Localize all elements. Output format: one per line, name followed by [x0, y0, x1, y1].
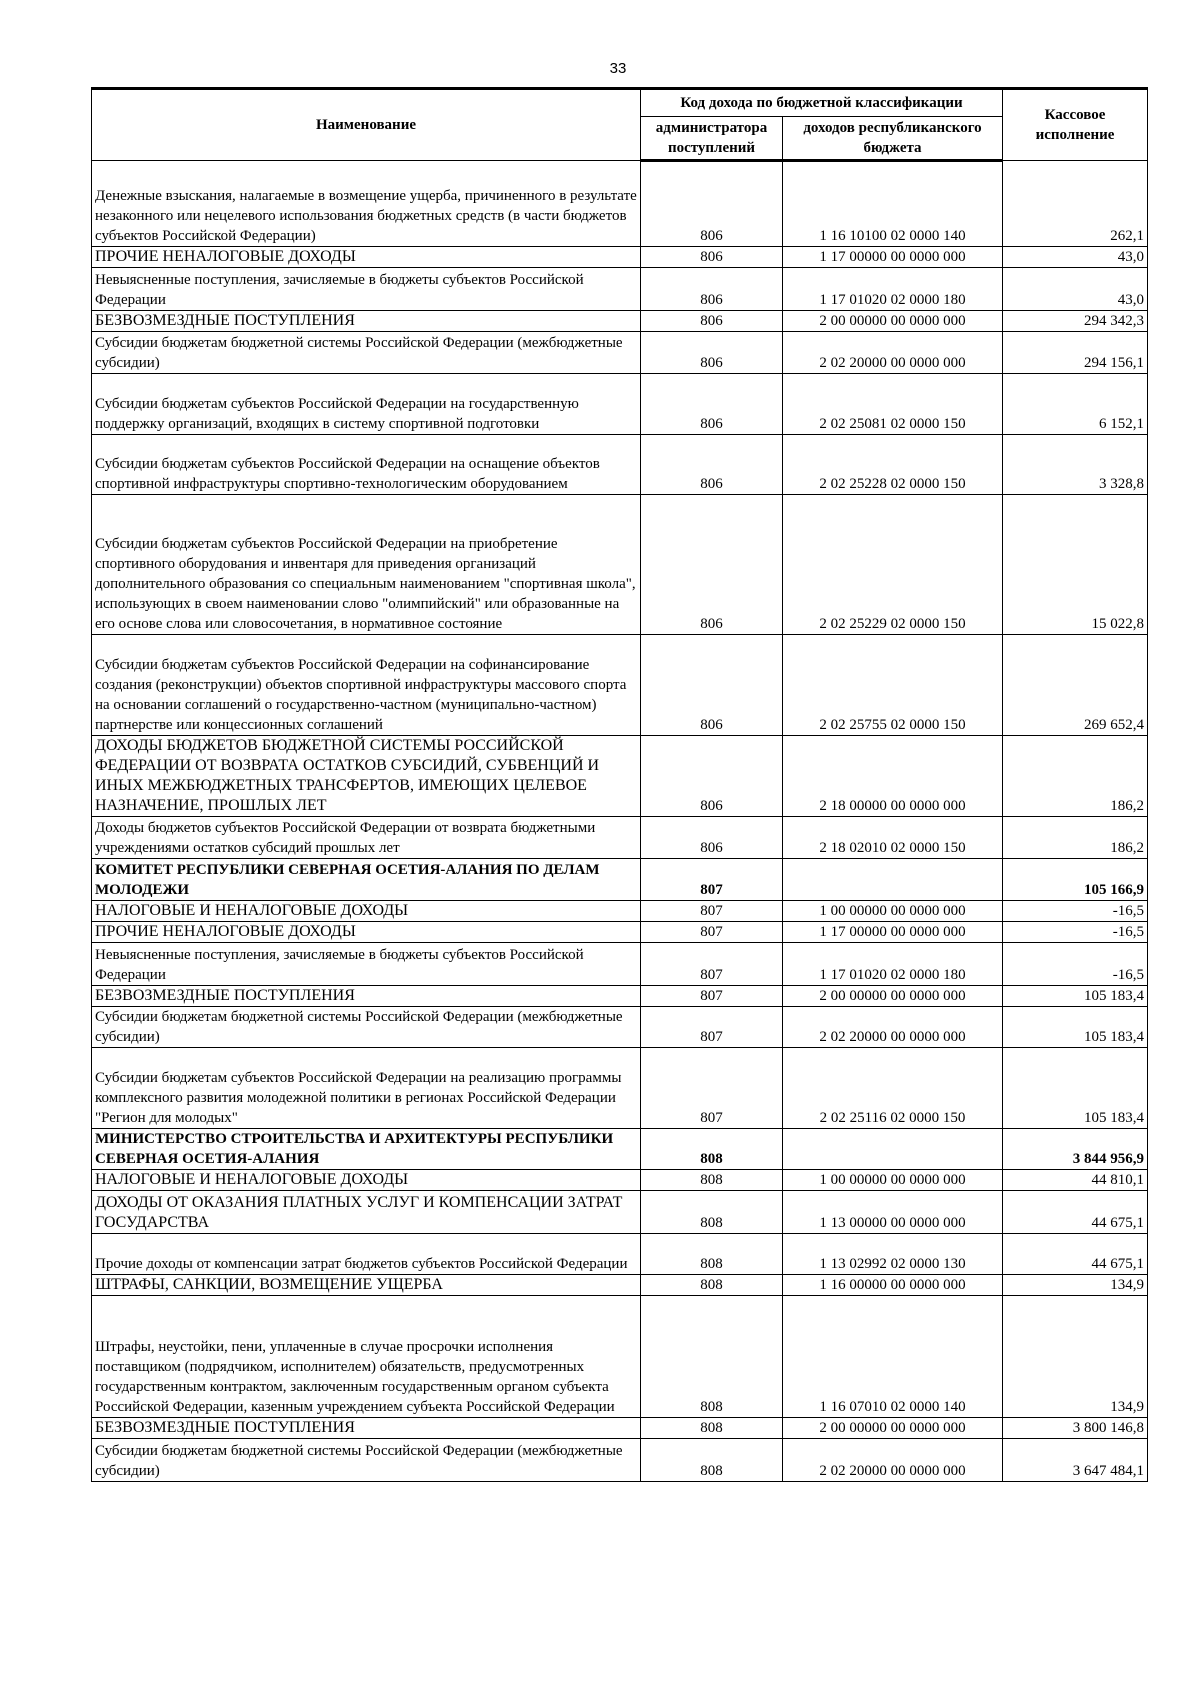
- row-name: ШТРАФЫ, САНКЦИИ, ВОЗМЕЩЕНИЕ УЩЕРБА: [92, 1275, 641, 1296]
- row-income-code: 2 18 00000 00 0000 000: [783, 736, 1003, 817]
- row-income-code: 2 00 00000 00 0000 000: [783, 311, 1003, 332]
- row-income-code: 1 16 00000 00 0000 000: [783, 1275, 1003, 1296]
- row-admin-code: 808: [641, 1129, 783, 1170]
- row-execution-sum: 134,9: [1003, 1275, 1148, 1296]
- row-admin-code: 806: [641, 311, 783, 332]
- row-execution-sum: 3 647 484,1: [1003, 1439, 1148, 1482]
- row-name: Невыясненные поступления, зачисляемые в бюджеты субъектов Российской Федерации: [92, 268, 641, 311]
- row-name: МИНИСТЕРСТВО СТРОИТЕЛЬСТВА И АРХИТЕКТУРЫ РЕСПУБЛИКИ СЕВЕРНАЯ ОСЕТИЯ-АЛАНИЯ: [92, 1129, 641, 1170]
- row-admin-code: 808: [641, 1296, 783, 1418]
- table-row: [92, 268, 1148, 311]
- row-name: Субсидии бюджетам субъектов Российской Федерации на государственную поддержку организаций, входящих в систему спортивной подготовки: [92, 374, 641, 435]
- row-name: НАЛОГОВЫЕ И НЕНАЛОГОВЫЕ ДОХОДЫ: [92, 901, 641, 922]
- row-name: Субсидии бюджетам бюджетной системы Российской Федерации (межбюджетные субсидии): [92, 332, 641, 374]
- row-execution-sum: -16,5: [1003, 922, 1148, 943]
- row-name: ДОХОДЫ БЮДЖЕТОВ БЮДЖЕТНОЙ СИСТЕМЫ РОССИЙСКОЙ ФЕДЕРАЦИИ ОТ ВОЗВРАТА ОСТАТКОВ СУБСИДИЙ, СУБВЕНЦИЙ И ИНЫХ МЕЖБЮДЖЕТНЫХ ТРАНСФЕРТОВ, ИМЕЮЩИХ ЦЕЛЕВОЕ НАЗНАЧЕНИЕ, ПРОШЛЫХ ЛЕТ: [92, 736, 641, 817]
- row-execution-sum: -16,5: [1003, 901, 1148, 922]
- row-admin-code: 806: [641, 161, 783, 247]
- row-admin-code: 806: [641, 374, 783, 435]
- row-execution-sum: 44 810,1: [1003, 1170, 1148, 1191]
- row-income-code: 1 00 00000 00 0000 000: [783, 901, 1003, 922]
- table-row: [92, 859, 1148, 901]
- row-execution-sum: 3 844 956,9: [1003, 1129, 1148, 1170]
- table-row: [92, 1170, 1148, 1191]
- row-name: БЕЗВОЗМЕЗДНЫЕ ПОСТУПЛЕНИЯ: [92, 986, 641, 1007]
- row-name: Субсидии бюджетам субъектов Российской Федерации на софинансирование создания (реконструкции) объектов спортивной инфраструктуры массового спорта на основании соглашений о государственно-частном (муниципально-частном) партнерстве или концессионных соглашений: [92, 635, 641, 736]
- row-name: ПРОЧИЕ НЕНАЛОГОВЫЕ ДОХОДЫ: [92, 247, 641, 268]
- table-row: [92, 1048, 1148, 1129]
- row-income-code: 2 02 20000 00 0000 000: [783, 1007, 1003, 1048]
- row-income-code: 2 02 25229 02 0000 150: [783, 495, 1003, 635]
- row-name: ПРОЧИЕ НЕНАЛОГОВЫЕ ДОХОДЫ: [92, 922, 641, 943]
- table-row: [92, 332, 1148, 374]
- row-admin-code: 806: [641, 817, 783, 859]
- row-execution-sum: 186,2: [1003, 736, 1148, 817]
- table-row: [92, 311, 1148, 332]
- row-income-code: 1 17 01020 02 0000 180: [783, 943, 1003, 986]
- row-admin-code: 807: [641, 901, 783, 922]
- row-execution-sum: 43,0: [1003, 247, 1148, 268]
- row-income-code: 2 02 25116 02 0000 150: [783, 1048, 1003, 1129]
- header-execution: Кассовое исполнение: [1003, 89, 1148, 161]
- table-row: [92, 817, 1148, 859]
- row-income-code: 1 13 00000 00 0000 000: [783, 1191, 1003, 1234]
- row-income-code: [783, 1129, 1003, 1170]
- row-admin-code: 808: [641, 1234, 783, 1275]
- table-row: [92, 1418, 1148, 1439]
- row-name: Штрафы, неустойки, пени, уплаченные в случае просрочки исполнения поставщиком (подрядчиком, исполнителем) обязательств, предусмотренных государственным контрактом, заключенным государственным органом субъекта Российской Федерации, казенным учреждением субъекта Российской Федерации: [92, 1296, 641, 1418]
- table-row: [92, 495, 1148, 635]
- row-income-code: 1 13 02992 02 0000 130: [783, 1234, 1003, 1275]
- row-admin-code: 806: [641, 736, 783, 817]
- row-income-code: 1 16 07010 02 0000 140: [783, 1296, 1003, 1418]
- row-name: БЕЗВОЗМЕЗДНЫЕ ПОСТУПЛЕНИЯ: [92, 1418, 641, 1439]
- row-execution-sum: 105 183,4: [1003, 1007, 1148, 1048]
- row-admin-code: 808: [641, 1170, 783, 1191]
- table-row: [92, 922, 1148, 943]
- table-row: [92, 1234, 1148, 1275]
- row-admin-code: 807: [641, 859, 783, 901]
- row-admin-code: 806: [641, 268, 783, 311]
- row-execution-sum: 186,2: [1003, 817, 1148, 859]
- row-income-code: 2 02 25755 02 0000 150: [783, 635, 1003, 736]
- row-admin-code: 808: [641, 1418, 783, 1439]
- row-name: Субсидии бюджетам бюджетной системы Российской Федерации (межбюджетные субсидии): [92, 1007, 641, 1048]
- row-execution-sum: 262,1: [1003, 161, 1148, 247]
- header-income: доходов республиканского бюджета: [783, 116, 1003, 160]
- table-row: [92, 986, 1148, 1007]
- row-income-code: 2 00 00000 00 0000 000: [783, 1418, 1003, 1439]
- row-admin-code: 806: [641, 247, 783, 268]
- row-execution-sum: 6 152,1: [1003, 374, 1148, 435]
- row-name: Невыясненные поступления, зачисляемые в бюджеты субъектов Российской Федерации: [92, 943, 641, 986]
- row-execution-sum: 3 328,8: [1003, 435, 1148, 495]
- row-admin-code: 807: [641, 1048, 783, 1129]
- row-income-code: 1 16 10100 02 0000 140: [783, 161, 1003, 247]
- row-execution-sum: 105 183,4: [1003, 1048, 1148, 1129]
- row-name: ДОХОДЫ ОТ ОКАЗАНИЯ ПЛАТНЫХ УСЛУГ И КОМПЕНСАЦИИ ЗАТРАТ ГОСУДАРСТВА: [92, 1191, 641, 1234]
- row-execution-sum: -16,5: [1003, 943, 1148, 986]
- row-admin-code: 808: [641, 1439, 783, 1482]
- row-execution-sum: 105 183,4: [1003, 986, 1148, 1007]
- row-execution-sum: 105 166,9: [1003, 859, 1148, 901]
- row-execution-sum: 134,9: [1003, 1296, 1148, 1418]
- row-income-code: 1 17 00000 00 0000 000: [783, 247, 1003, 268]
- table-row: [92, 901, 1148, 922]
- row-income-code: 2 02 25081 02 0000 150: [783, 374, 1003, 435]
- row-income-code: 2 02 20000 00 0000 000: [783, 1439, 1003, 1482]
- row-execution-sum: 15 022,8: [1003, 495, 1148, 635]
- header-admin: администратора поступлений: [641, 116, 783, 160]
- row-admin-code: 806: [641, 435, 783, 495]
- row-execution-sum: 269 652,4: [1003, 635, 1148, 736]
- page-number: 33: [609, 60, 627, 77]
- row-name: Денежные взыскания, налагаемые в возмещение ущерба, причиненного в результате незаконного или нецелевого использования бюджетных средств (в части бюджетов субъектов Российской Федерации): [92, 161, 641, 247]
- row-income-code: 1 00 00000 00 0000 000: [783, 1170, 1003, 1191]
- row-execution-sum: 44 675,1: [1003, 1234, 1148, 1275]
- row-income-code: 2 02 25228 02 0000 150: [783, 435, 1003, 495]
- table-row: [92, 1296, 1148, 1418]
- table-row: [92, 1439, 1148, 1482]
- row-admin-code: 808: [641, 1191, 783, 1234]
- budget-table: [91, 87, 1148, 1482]
- table-row: [92, 1007, 1148, 1048]
- row-income-code: 1 17 01020 02 0000 180: [783, 268, 1003, 311]
- table-row: [92, 435, 1148, 495]
- row-admin-code: 806: [641, 495, 783, 635]
- row-admin-code: 807: [641, 986, 783, 1007]
- table-row: [92, 1129, 1148, 1170]
- row-name: КОМИТЕТ РЕСПУБЛИКИ СЕВЕРНАЯ ОСЕТИЯ-АЛАНИЯ ПО ДЕЛАМ МОЛОДЕЖИ: [92, 859, 641, 901]
- row-admin-code: 807: [641, 1007, 783, 1048]
- row-execution-sum: 294 342,3: [1003, 311, 1148, 332]
- row-admin-code: 807: [641, 922, 783, 943]
- row-name: БЕЗВОЗМЕЗДНЫЕ ПОСТУПЛЕНИЯ: [92, 311, 641, 332]
- table-row: [92, 1275, 1148, 1296]
- row-name: Прочие доходы от компенсации затрат бюджетов субъектов Российской Федерации: [92, 1234, 641, 1275]
- table-row: [92, 374, 1148, 435]
- table-row: [92, 161, 1148, 247]
- row-name: Субсидии бюджетам субъектов Российской Федерации на оснащение объектов спортивной инфраструктуры спортивно-технологическим оборудованием: [92, 435, 641, 495]
- table-row: [92, 736, 1148, 817]
- header-name: Наименование: [92, 89, 641, 161]
- row-income-code: 2 00 00000 00 0000 000: [783, 986, 1003, 1007]
- row-name: Субсидии бюджетам бюджетной системы Российской Федерации (межбюджетные субсидии): [92, 1439, 641, 1482]
- row-name: Субсидии бюджетам субъектов Российской Федерации на приобретение спортивного оборудования и инвентаря для приведения организаций дополнительного образования со специальным наименованием "спортивная школа", использующих в своем наименовании слово "олимпийский" или образованные на его основе слова или словосочетания, в нормативное состояние: [92, 495, 641, 635]
- row-admin-code: 807: [641, 943, 783, 986]
- row-name: Субсидии бюджетам субъектов Российской Федерации на реализацию программы комплексного развития молодежной политики в регионах Российской Федерации "Регион для молодых": [92, 1048, 641, 1129]
- row-name: НАЛОГОВЫЕ И НЕНАЛОГОВЫЕ ДОХОДЫ: [92, 1170, 641, 1191]
- row-name: Доходы бюджетов субъектов Российской Федерации от возврата бюджетными учреждениями остатков субсидий прошлых лет: [92, 817, 641, 859]
- row-income-code: [783, 859, 1003, 901]
- table-row: [92, 635, 1148, 736]
- row-execution-sum: 3 800 146,8: [1003, 1418, 1148, 1439]
- table-row: [92, 247, 1148, 268]
- row-income-code: 2 18 02010 02 0000 150: [783, 817, 1003, 859]
- row-execution-sum: 294 156,1: [1003, 332, 1148, 374]
- table-row: [92, 943, 1148, 986]
- row-execution-sum: 44 675,1: [1003, 1191, 1148, 1234]
- header-code-group: Код дохода по бюджетной классификации: [641, 89, 1003, 117]
- row-admin-code: 808: [641, 1275, 783, 1296]
- row-execution-sum: 43,0: [1003, 268, 1148, 311]
- row-admin-code: 806: [641, 635, 783, 736]
- table-row: [92, 1191, 1148, 1234]
- row-income-code: 2 02 20000 00 0000 000: [783, 332, 1003, 374]
- row-income-code: 1 17 00000 00 0000 000: [783, 922, 1003, 943]
- row-admin-code: 806: [641, 332, 783, 374]
